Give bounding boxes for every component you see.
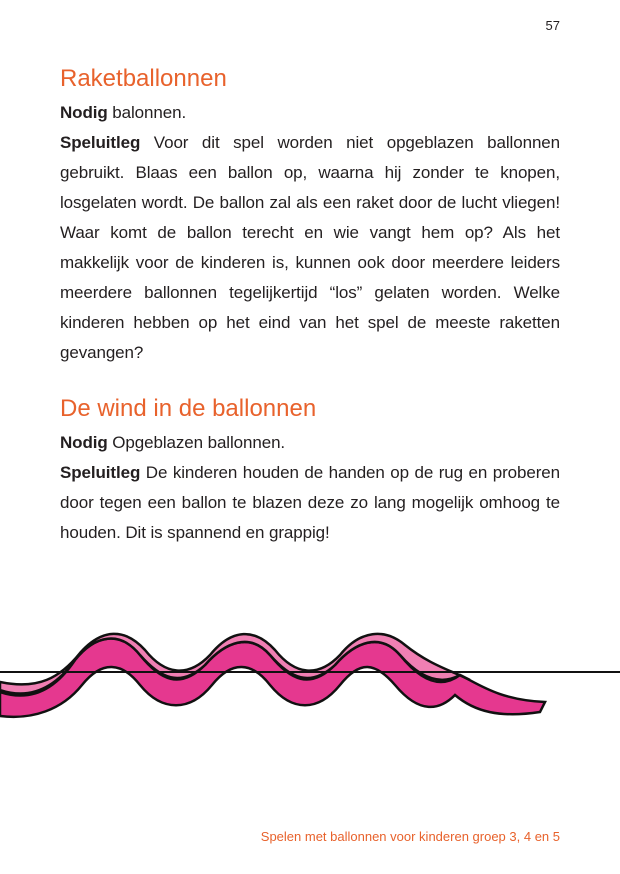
nodig-paragraph <box>60 98 560 128</box>
uitleg-paragraph <box>60 458 560 548</box>
section-title: De wind in de ballonnen <box>60 395 317 422</box>
wave-illustration <box>0 620 620 730</box>
footer-text: Spelen met ballonnen voor kinderen groep 3, 4 en 5 <box>260 829 560 844</box>
uitleg-label: Speluitleg <box>60 463 141 482</box>
page-number: 57 <box>545 18 560 33</box>
nodig-label: Nodig <box>60 433 108 452</box>
uitleg-text: De kinderen houden de handen op de rug en proberen door tegen een ballon te blazen deze zo lang mogelijk omhoog te houden. Dit is spannend en grappig! <box>60 463 561 542</box>
nodig-paragraph <box>60 428 560 458</box>
nodig-text: Opgeblazen ballonnen. <box>112 433 286 452</box>
nodig-label: Nodig <box>60 103 108 122</box>
nodig-text: balonnen. <box>112 103 187 122</box>
section-raketballonnen <box>60 62 560 368</box>
section-wind-in-ballonnen <box>60 392 560 548</box>
uitleg-paragraph <box>60 128 560 368</box>
uitleg-label: Speluitleg <box>60 133 141 152</box>
section-title: Raketballonnen <box>60 65 227 92</box>
uitleg-text: Voor dit spel worden niet opgeblazen ballonnen gebruikt. Blaas een ballon op, waarna hij zonder te knopen, losgelaten wordt. De ballon zal als een raket door de lucht vliegen! Waar komt de ballon terecht en wie vangt hem op? Als het makkelijk voor de kinderen is, kunnen ook door meerdere leiders meerdere ballonnen tegelijkertijd “los” gelaten worden. Welke kinderen hebben op het eind van het spel de meeste raketten gevangen? <box>60 133 561 362</box>
